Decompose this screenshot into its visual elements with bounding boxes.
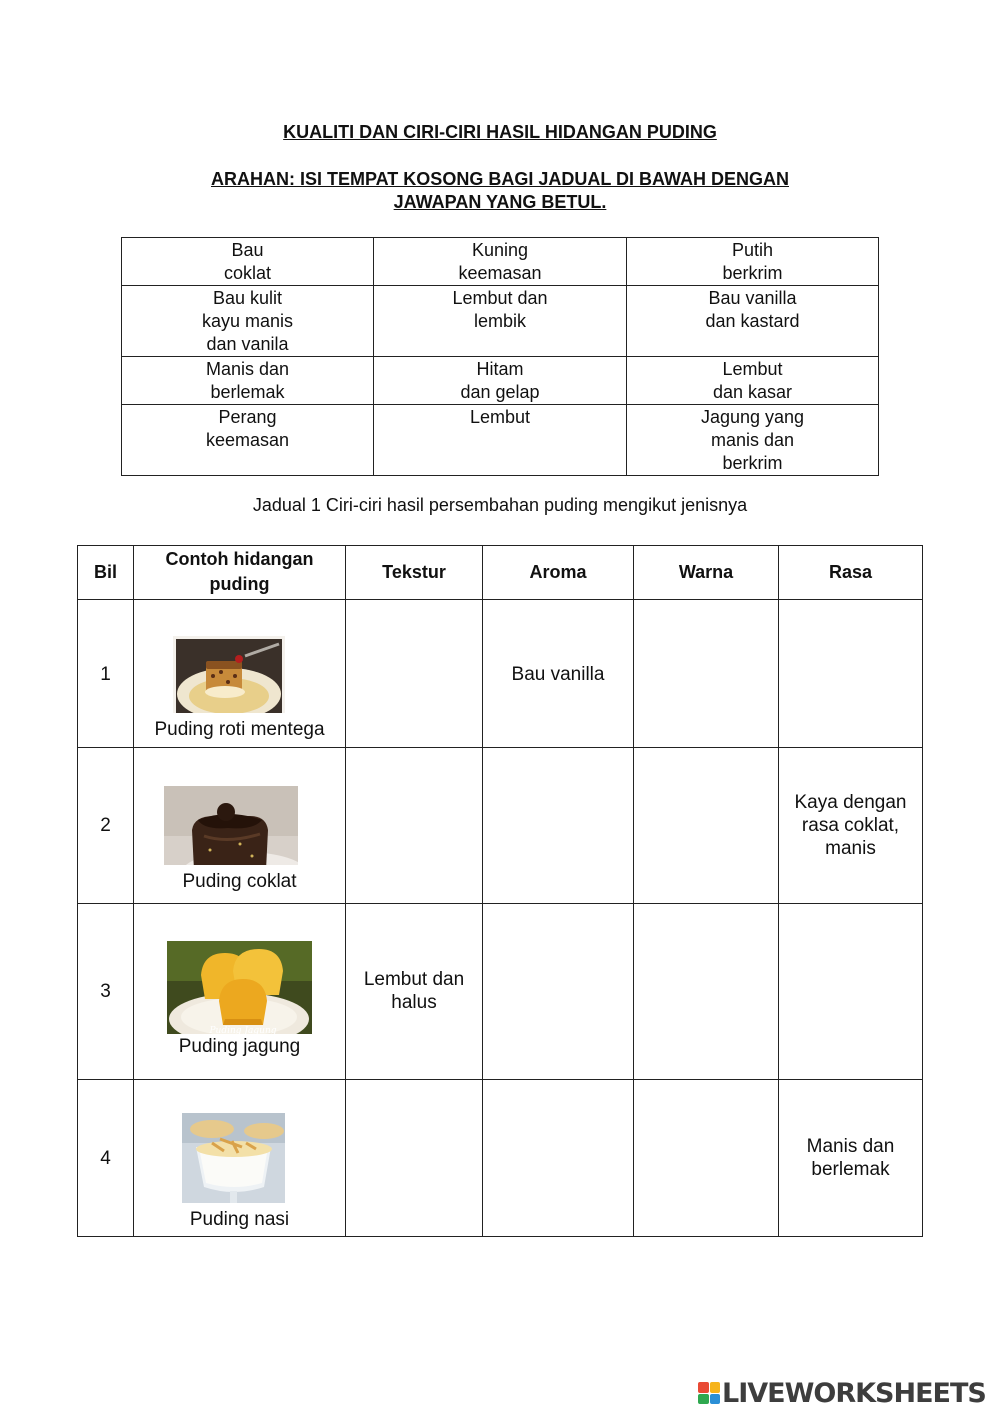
word-bank-table bbox=[121, 237, 879, 476]
dish-name: Puding jagung bbox=[178, 1036, 301, 1057]
rasa-cell[interactable] bbox=[779, 904, 923, 1080]
row-number: 1 bbox=[78, 600, 134, 748]
bread-butter-pudding-image bbox=[173, 613, 285, 713]
dish-cell bbox=[134, 1080, 346, 1237]
logo-square bbox=[710, 1394, 721, 1405]
table-row bbox=[78, 1080, 923, 1237]
word-bank-cell: Lembut dan kasar bbox=[627, 357, 879, 405]
dish-name: Puding coklat bbox=[182, 871, 297, 892]
chocolate-pudding-image bbox=[164, 763, 298, 865]
aroma-cell[interactable] bbox=[483, 1080, 634, 1237]
rasa-cell[interactable]: Manis dan berlemak bbox=[779, 1080, 923, 1237]
dish-cell bbox=[134, 600, 346, 748]
word-bank-cell: Bau coklat bbox=[122, 238, 374, 286]
header-bil: Bil bbox=[78, 546, 134, 600]
header-warna: Warna bbox=[634, 546, 779, 600]
word-bank-cell: Lembut dan lembik bbox=[374, 286, 627, 357]
table-caption: Jadual 1 Ciri-ciri hasil persembahan puding mengikut jenisnya bbox=[252, 495, 748, 515]
tekstur-cell[interactable] bbox=[346, 748, 483, 904]
dish-name: Puding roti mentega bbox=[154, 719, 325, 740]
word-bank-cell: Jagung yang manis dan berkrim bbox=[627, 405, 879, 476]
photo-caption: Puding Jagung bbox=[209, 1026, 277, 1034]
word-bank-cell: Hitam dan gelap bbox=[374, 357, 627, 405]
dish-name: Puding nasi bbox=[189, 1209, 290, 1230]
liveworksheets-logo[interactable] bbox=[698, 1377, 986, 1409]
instruction-line-2: JAWAPAN YANG BETUL. bbox=[393, 192, 607, 212]
row-number: 3 bbox=[78, 904, 134, 1080]
tekstur-cell[interactable]: Lembut dan halus bbox=[346, 904, 483, 1080]
tekstur-cell[interactable] bbox=[346, 1080, 483, 1237]
logo-square bbox=[698, 1382, 709, 1393]
logo-square bbox=[698, 1394, 709, 1405]
logo-square bbox=[710, 1382, 721, 1393]
word-bank-cell: Perang keemasan bbox=[122, 405, 374, 476]
row-number: 2 bbox=[78, 748, 134, 904]
word-bank-cell: Bau vanilla dan kastard bbox=[627, 286, 879, 357]
rice-pudding-image bbox=[182, 1090, 285, 1203]
page-title: KUALITI DAN CIRI-CIRI HASIL HIDANGAN PUDING bbox=[283, 122, 717, 142]
word-bank-cell: Lembut bbox=[374, 405, 627, 476]
header-contoh: Contoh hidangan puding bbox=[134, 546, 346, 600]
aroma-cell[interactable] bbox=[483, 904, 634, 1080]
word-bank-cell: Manis dan berlemak bbox=[122, 357, 374, 405]
rasa-cell[interactable] bbox=[779, 600, 923, 748]
warna-cell[interactable] bbox=[634, 600, 779, 748]
table-row bbox=[78, 904, 923, 1080]
tekstur-cell[interactable] bbox=[346, 600, 483, 748]
header-rasa: Rasa bbox=[779, 546, 923, 600]
word-bank-cell: Kuning keemasan bbox=[374, 238, 627, 286]
corn-pudding-image bbox=[167, 918, 312, 1034]
answer-table bbox=[77, 545, 923, 1237]
dish-cell bbox=[134, 904, 346, 1080]
instruction-line-1: ARAHAN: ISI TEMPAT KOSONG BAGI JADUAL DI BAWAH DENGAN bbox=[210, 169, 789, 189]
liveworksheets-logo-icon bbox=[698, 1382, 720, 1404]
table-row bbox=[78, 600, 923, 748]
aroma-cell[interactable] bbox=[483, 748, 634, 904]
liveworksheets-logo-text: LIVEWORKSHEETS bbox=[722, 1377, 986, 1409]
warna-cell[interactable] bbox=[634, 1080, 779, 1237]
dish-cell bbox=[134, 748, 346, 904]
row-number: 4 bbox=[78, 1080, 134, 1237]
word-bank-cell: Putih berkrim bbox=[627, 238, 879, 286]
warna-cell[interactable] bbox=[634, 904, 779, 1080]
header-tekstur: Tekstur bbox=[346, 546, 483, 600]
header-aroma: Aroma bbox=[483, 546, 634, 600]
word-bank-cell: Bau kulit kayu manis dan vanila bbox=[122, 286, 374, 357]
table-row bbox=[78, 748, 923, 904]
warna-cell[interactable] bbox=[634, 748, 779, 904]
rasa-cell[interactable]: Kaya dengan rasa coklat, manis bbox=[779, 748, 923, 904]
aroma-cell[interactable]: Bau vanilla bbox=[483, 600, 634, 748]
